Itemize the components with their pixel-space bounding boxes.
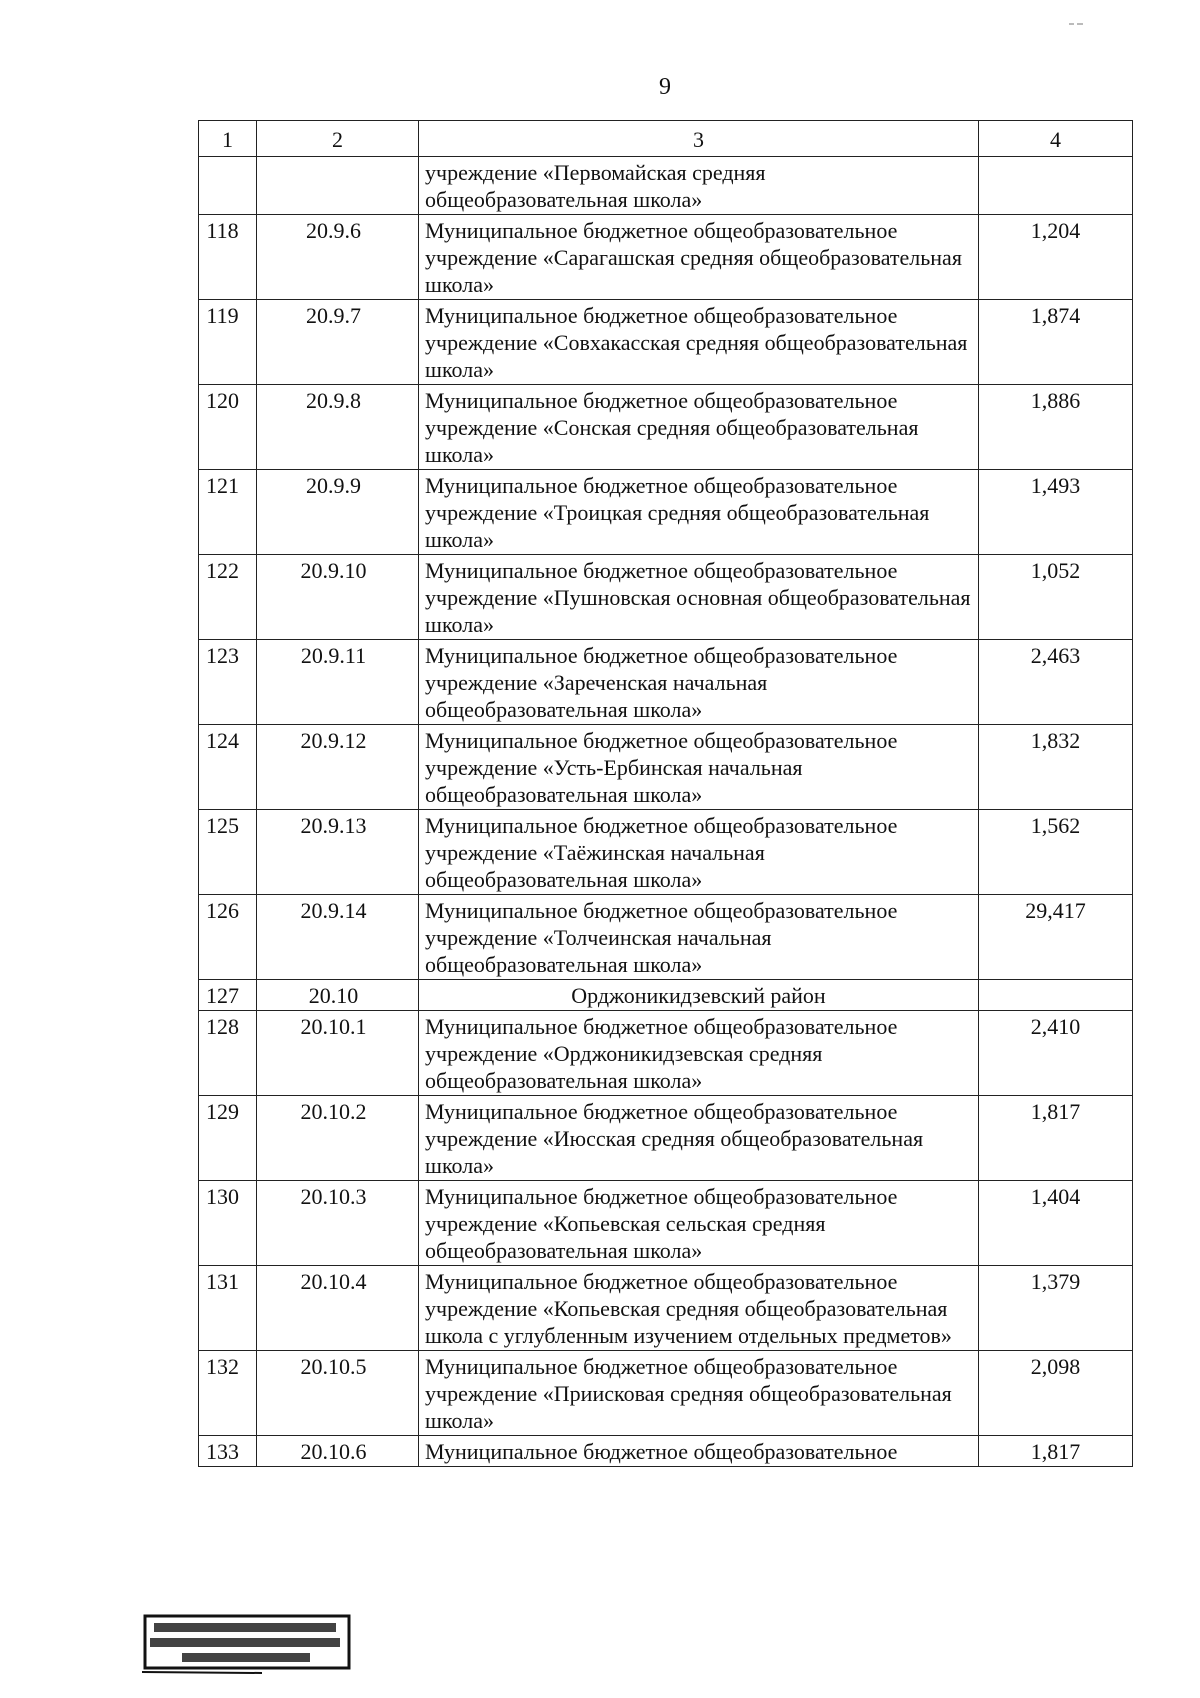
table-row — [199, 1351, 1133, 1436]
row-name-cell: Муниципальное бюджетное общеобразовательное учреждение «Усть-Ербинская начальная общеобразовательная школа» — [419, 725, 979, 810]
table-row — [199, 1181, 1133, 1266]
row-number-cell: 121 — [199, 470, 257, 555]
row-name-cell: учреждение «Первомайская средняя общеобразовательная школа» — [419, 157, 979, 215]
row-number-cell: 133 — [199, 1436, 257, 1467]
row-number-cell: 132 — [199, 1351, 257, 1436]
row-value-cell: 29,417 — [979, 895, 1133, 980]
table-row — [199, 725, 1133, 810]
table-header-row — [199, 121, 1133, 157]
row-number-cell — [199, 157, 257, 215]
row-code-cell: 20.9.9 — [257, 470, 419, 555]
row-value-cell: 1,052 — [979, 555, 1133, 640]
row-name-cell: Муниципальное бюджетное общеобразовательное учреждение «Зареченская начальная общеобразовательная школа» — [419, 640, 979, 725]
row-name-cell: Муниципальное бюджетное общеобразовательное учреждение «Толчеинская начальная общеобразовательная школа» — [419, 895, 979, 980]
row-name-cell: Муниципальное бюджетное общеобразовательное учреждение «Копьевская сельская средняя общеобразовательная школа» — [419, 1181, 979, 1266]
row-code-cell: 20.10.5 — [257, 1351, 419, 1436]
row-value-cell: 1,832 — [979, 725, 1133, 810]
row-code-cell: 20.10.2 — [257, 1096, 419, 1181]
header-cell-3: 3 — [419, 121, 979, 157]
row-value-cell: 1,874 — [979, 300, 1133, 385]
row-number-cell: 118 — [199, 215, 257, 300]
row-name-cell: Муниципальное бюджетное общеобразовательное учреждение «Июсская средняя общеобразовательная школа» — [419, 1096, 979, 1181]
page-number: 9 — [659, 74, 671, 100]
row-name-cell: Муниципальное бюджетное общеобразовательное учреждение «Сонская средняя общеобразовательная школа» — [419, 385, 979, 470]
row-number-cell: 128 — [199, 1011, 257, 1096]
header-cell-4: 4 — [979, 121, 1133, 157]
row-number-cell: 131 — [199, 1266, 257, 1351]
row-number-cell: 130 — [199, 1181, 257, 1266]
row-value-cell: 1,404 — [979, 1181, 1133, 1266]
row-number-cell: 127 — [199, 980, 257, 1011]
row-name-cell: Муниципальное бюджетное общеобразовательное — [419, 1436, 979, 1467]
row-name-cell: Муниципальное бюджетное общеобразовательное учреждение «Сарагашская средняя общеобразовательная школа» — [419, 215, 979, 300]
row-code-cell: 20.9.11 — [257, 640, 419, 725]
row-code-cell: 20.9.12 — [257, 725, 419, 810]
row-code-cell: 20.9.8 — [257, 385, 419, 470]
row-value-cell: 1,204 — [979, 215, 1133, 300]
header-cell-2: 2 — [257, 121, 419, 157]
table-row — [199, 1436, 1133, 1467]
row-code-cell: 20.9.6 — [257, 215, 419, 300]
scan-mark — [1068, 22, 1084, 26]
row-number-cell: 124 — [199, 725, 257, 810]
row-name-cell: Муниципальное бюджетное общеобразовательное учреждение «Приисковая средняя общеобразовательная школа» — [419, 1351, 979, 1436]
row-name-cell: Муниципальное бюджетное общеобразовательное учреждение «Пушновская основная общеобразовательная школа» — [419, 555, 979, 640]
row-name-cell: Муниципальное бюджетное общеобразовательное учреждение «Троицкая средняя общеобразовательная школа» — [419, 470, 979, 555]
table-row — [199, 810, 1133, 895]
row-value-cell: 2,098 — [979, 1351, 1133, 1436]
row-value-cell: 1,817 — [979, 1096, 1133, 1181]
table-row — [199, 640, 1133, 725]
table-row — [199, 157, 1133, 215]
row-value-cell: 1,493 — [979, 470, 1133, 555]
row-value-cell: 1,562 — [979, 810, 1133, 895]
row-code-cell: 20.10.1 — [257, 1011, 419, 1096]
row-name-cell: Муниципальное бюджетное общеобразовательное учреждение «Орджоникидзевская средняя общеобразовательная школа» — [419, 1011, 979, 1096]
row-code-cell: 20.9.7 — [257, 300, 419, 385]
table-row — [199, 1096, 1133, 1181]
row-value-cell — [979, 157, 1133, 215]
row-code-cell: 20.9.13 — [257, 810, 419, 895]
row-number-cell: 123 — [199, 640, 257, 725]
row-number-cell: 126 — [199, 895, 257, 980]
row-code-cell: 20.10.6 — [257, 1436, 419, 1467]
header-cell-1: 1 — [199, 121, 257, 157]
row-number-cell: 122 — [199, 555, 257, 640]
ministry-stamp — [142, 1614, 356, 1676]
row-number-cell: 119 — [199, 300, 257, 385]
row-name-cell: Муниципальное бюджетное общеобразовательное учреждение «Совхакасская средняя общеобразовательная школа» — [419, 300, 979, 385]
row-code-cell: 20.10.3 — [257, 1181, 419, 1266]
row-value-cell: 1,817 — [979, 1436, 1133, 1467]
table-row — [199, 895, 1133, 980]
row-value-cell — [979, 980, 1133, 1011]
row-name-cell: Муниципальное бюджетное общеобразовательное учреждение «Копьевская средняя общеобразовательная школа с углубленным изучением отдельных предметов» — [419, 1266, 979, 1351]
table-row — [199, 215, 1133, 300]
table-row — [199, 1266, 1133, 1351]
row-code-cell: 20.10.4 — [257, 1266, 419, 1351]
row-name-cell: Муниципальное бюджетное общеобразовательное учреждение «Таёжинская начальная общеобразовательная школа» — [419, 810, 979, 895]
row-value-cell: 1,886 — [979, 385, 1133, 470]
row-value-cell: 2,410 — [979, 1011, 1133, 1096]
row-name-cell: Орджоникидзевский район — [419, 980, 979, 1011]
row-code-cell: 20.9.10 — [257, 555, 419, 640]
row-number-cell: 125 — [199, 810, 257, 895]
row-number-cell: 129 — [199, 1096, 257, 1181]
table-row — [199, 385, 1133, 470]
table-row — [199, 1011, 1133, 1096]
row-value-cell: 1,379 — [979, 1266, 1133, 1351]
row-value-cell: 2,463 — [979, 640, 1133, 725]
table-row — [199, 555, 1133, 640]
row-code-cell — [257, 157, 419, 215]
data-table — [198, 120, 1133, 1467]
row-code-cell: 20.10 — [257, 980, 419, 1011]
row-number-cell: 120 — [199, 385, 257, 470]
table-row — [199, 300, 1133, 385]
table-row — [199, 980, 1133, 1011]
row-code-cell: 20.9.14 — [257, 895, 419, 980]
table-row — [199, 470, 1133, 555]
